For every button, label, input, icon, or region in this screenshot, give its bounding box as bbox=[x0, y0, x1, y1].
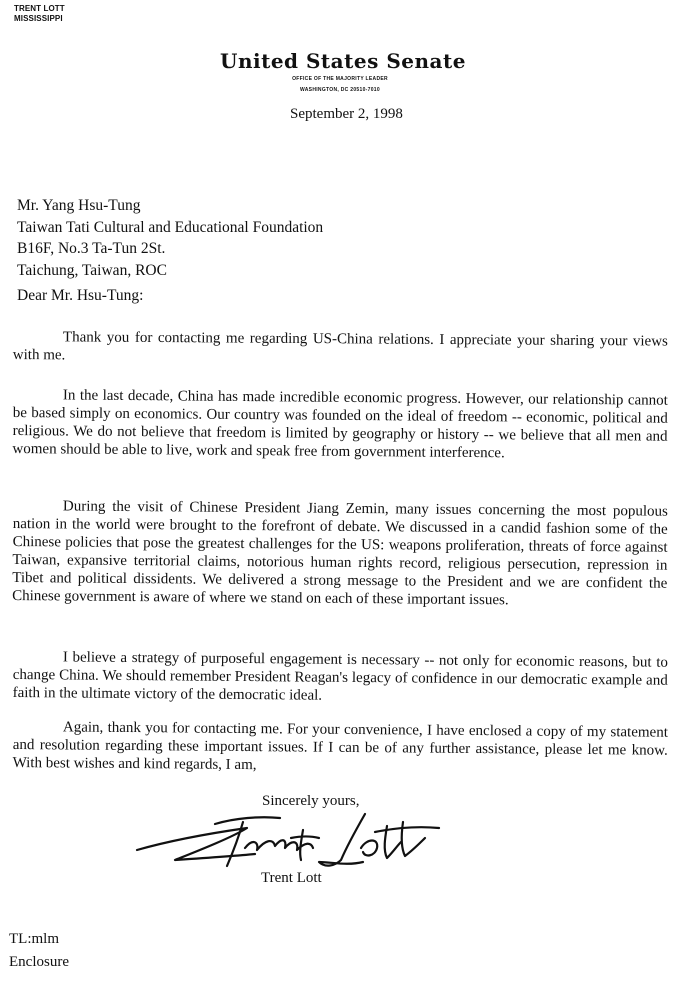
recipient-organization: Taiwan Tati Cultural and Educational Foundation bbox=[17, 218, 324, 236]
paragraph-text: In the last decade, China has made incredible economic progress. However, our relationship cannot be based simply on economics. Our country was founded on the ideal of freedom -- economic, political and religious. We do not believe that freedom is limited by geography or history -- we believe that all men and women should be able to live, work and speak free from government interference. bbox=[12, 387, 668, 462]
letterhead-title: United States Senate bbox=[220, 49, 466, 73]
paragraph-text: Thank you for contacting me regarding US-China relations. I appreciate your sharing your views with me. bbox=[12, 329, 668, 364]
letter-date: September 2, 1998 bbox=[290, 106, 403, 122]
recipient-name: Mr. Yang Hsu-Tung bbox=[17, 197, 141, 214]
recipient-city: Taichung, Taiwan, ROC bbox=[17, 261, 167, 279]
paragraph-text: During the visit of Chinese President Jiang Zemin, many issues concerning the most populous nation in the world were brought to the forefront of debate. We discussed in a candid fashion some of the Chinese policies that pose the greatest challenges for the US: weapons proliferation, threats of force against Taiwan, expansive territorial claims, notorious human rights record, religious persecution, repression in Tibet and political dissidents. We delivered a strong message to the President and we are confident the Chinese government is aware of where we stand on each of these important issues. bbox=[12, 498, 668, 609]
recipient-street: B16F, No.3 Ta-Tun 2St. bbox=[17, 240, 166, 257]
reference-initials bbox=[9, 928, 69, 974]
signature bbox=[135, 808, 445, 878]
recipient-address bbox=[17, 195, 323, 281]
letterhead-office: OFFICE OF THE MAJORITY LEADER bbox=[292, 76, 388, 82]
closing: Sincerely yours, bbox=[262, 793, 360, 809]
letterhead bbox=[220, 48, 466, 96]
sender-name: TRENT LOTT bbox=[14, 4, 65, 13]
salutation: Dear Mr. Hsu-Tung: bbox=[17, 287, 144, 304]
sender-block bbox=[14, 4, 65, 24]
typist-initials: TL:mlm bbox=[9, 931, 59, 947]
body-paragraph bbox=[13, 718, 668, 778]
sender-state: MISSISSIPPI bbox=[14, 14, 63, 23]
body-paragraph bbox=[12, 386, 668, 464]
body-paragraph bbox=[13, 648, 668, 708]
paragraph-text: I believe a strategy of purposeful engagement is necessary -- not only for economic reasons, but to change China. We should remember President Reagan's legacy of confidence in our democratic example and faith in the ultimate victory of the democratic ideal. bbox=[12, 649, 668, 704]
enclosure-note: Enclosure bbox=[9, 954, 69, 970]
body-paragraph bbox=[12, 497, 668, 611]
signer-name: Trent Lott bbox=[261, 870, 322, 886]
letterhead-address: WASHINGTON, DC 20510-7010 bbox=[300, 87, 380, 93]
body-paragraph bbox=[13, 328, 668, 369]
paragraph-text: Again, thank you for contacting me. For your convenience, I have enclosed a copy of my statement and resolution regarding these important issues. If I can be of any further assistance, please let me know. With best wishes and kind regards, I am, bbox=[12, 719, 668, 774]
